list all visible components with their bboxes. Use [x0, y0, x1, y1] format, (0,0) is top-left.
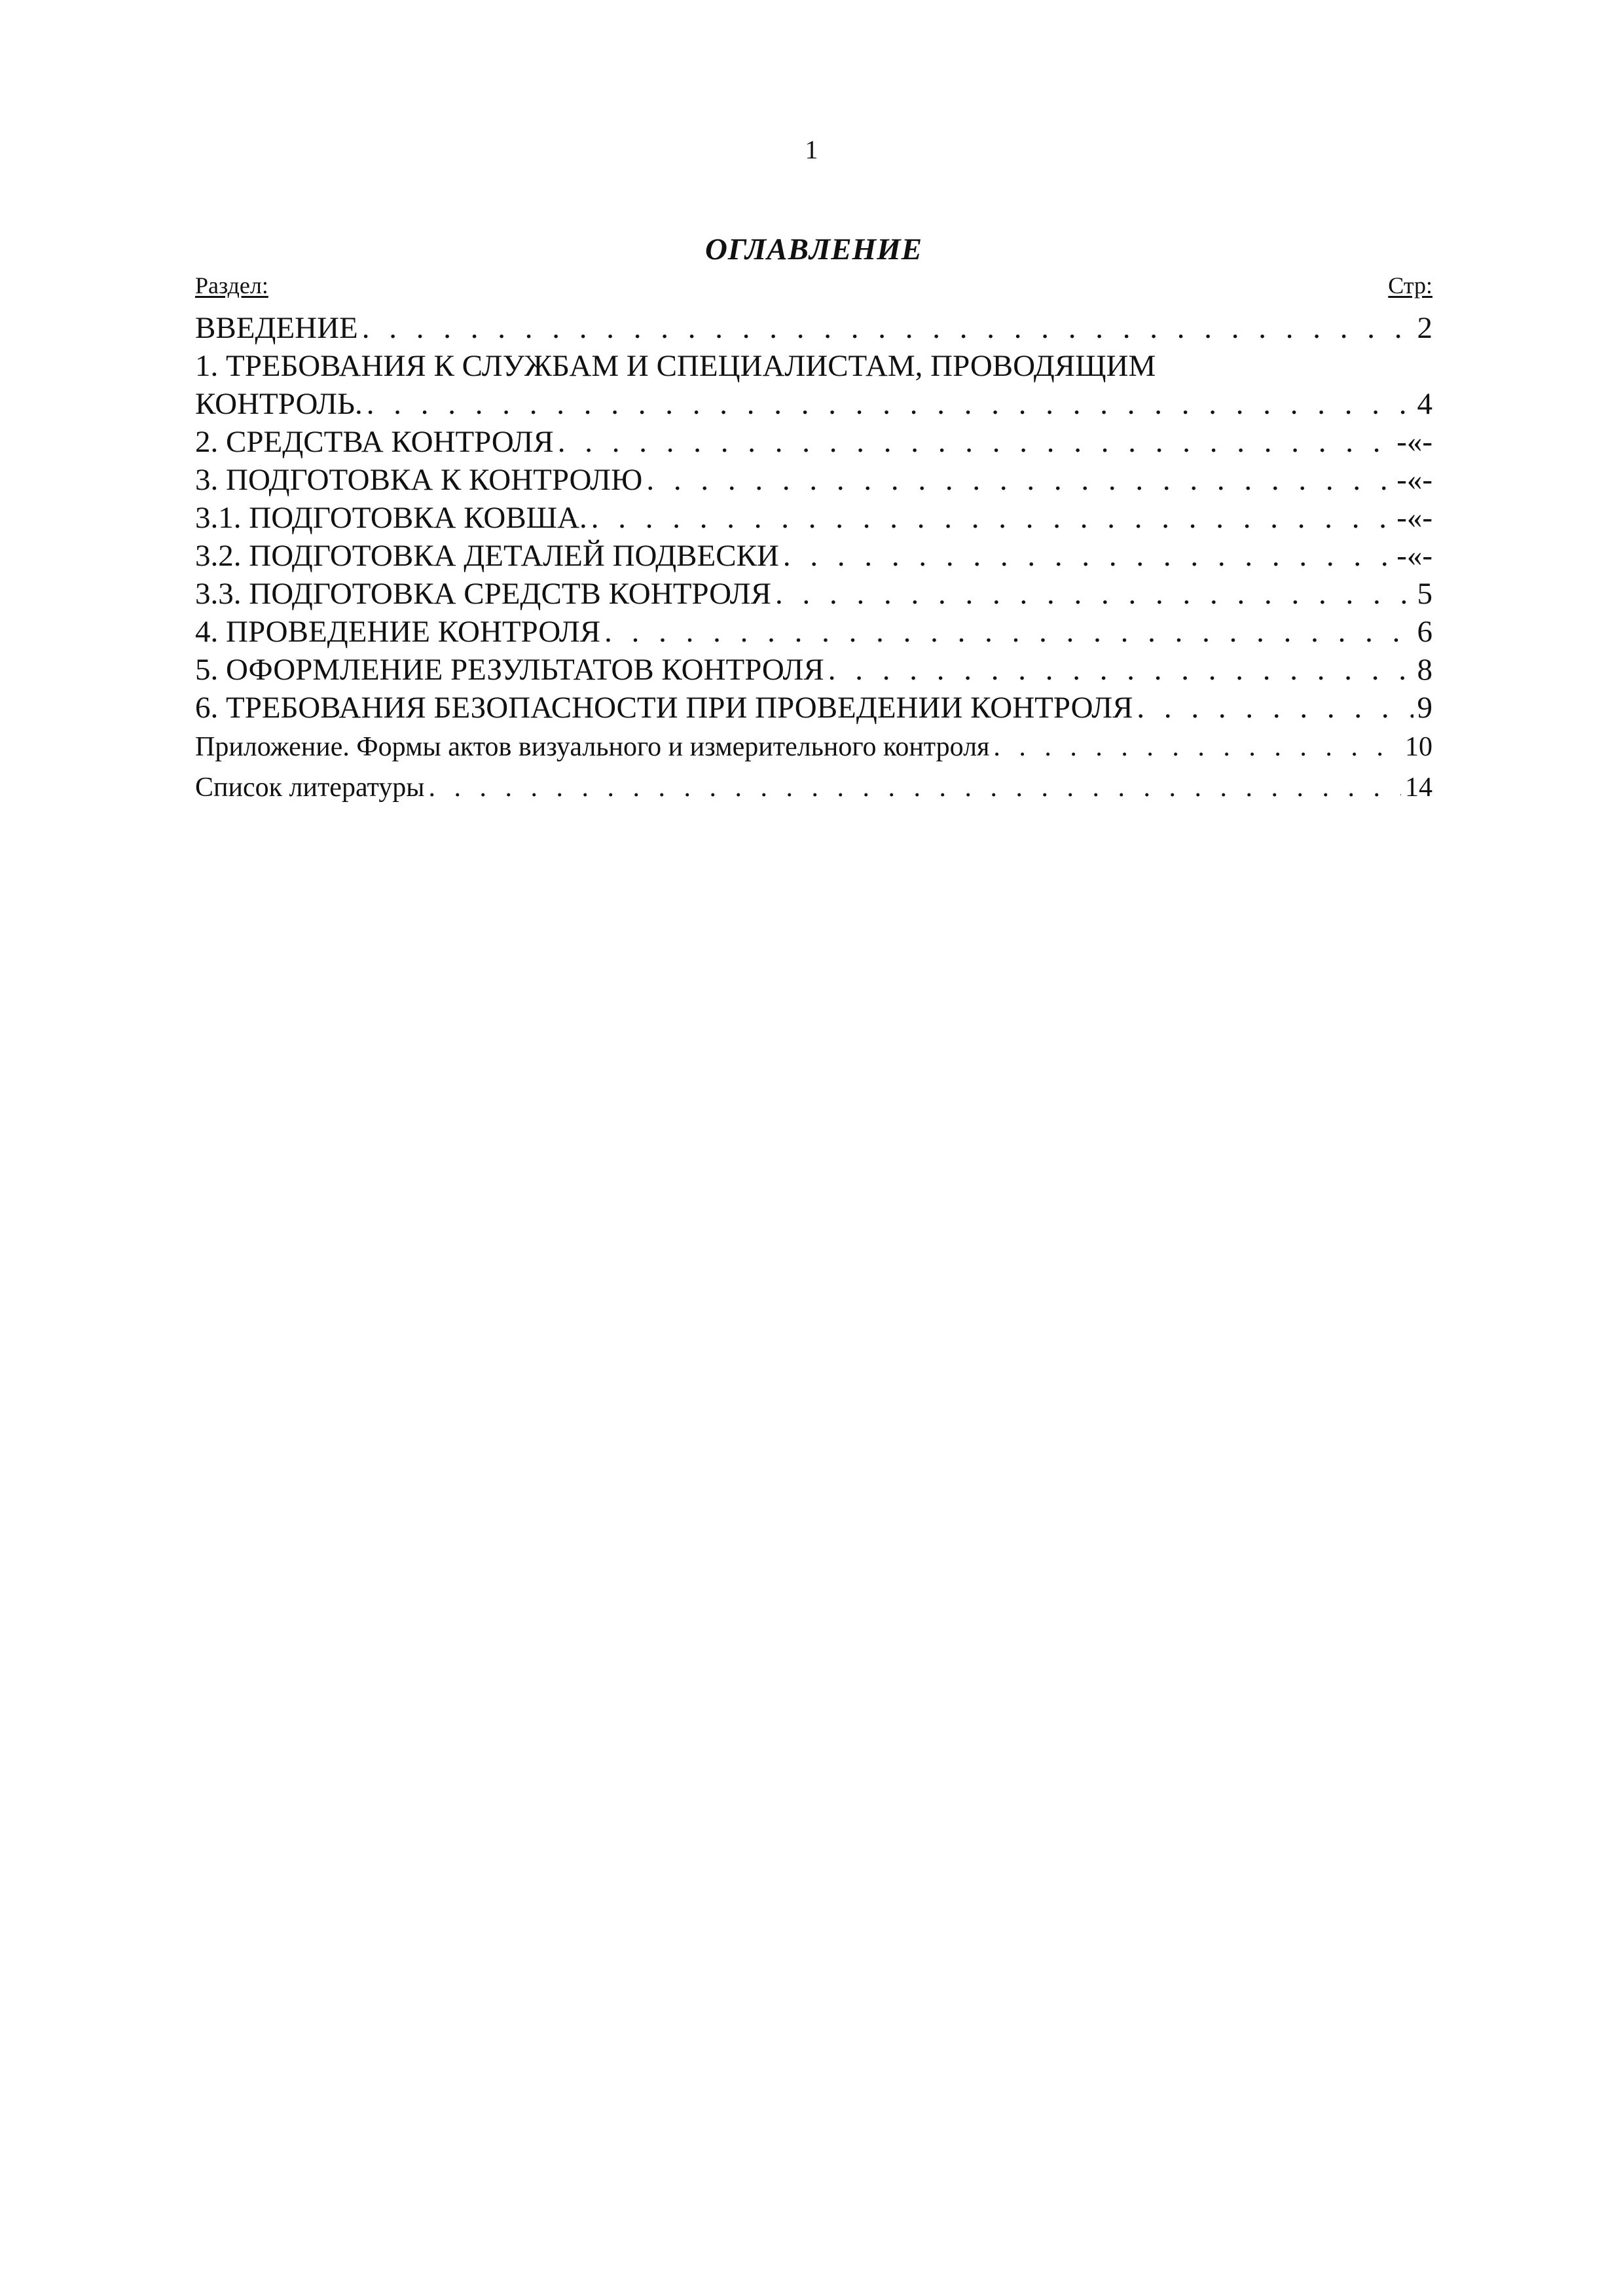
toc-entry-page: 9: [1417, 691, 1432, 725]
toc-entry-title: 3. ПОДГОТОВКА К КОНТРОЛЮ: [195, 463, 643, 497]
toc-entry-preparation: [195, 461, 1432, 499]
toc-entry-appendix: [195, 727, 1432, 767]
toc-entry-page: 14: [1405, 773, 1432, 803]
dot-leader: [828, 651, 1413, 689]
toc-entry-title: 5. ОФОРМЛЕНИЕ РЕЗУЛЬТАТОВ КОНТРОЛЯ: [195, 653, 824, 687]
toc-entry-title: 3.1. ПОДГОТОВКА КОВША.: [195, 501, 587, 535]
toc-entry-title: 6. ТРЕБОВАНИЯ БЕЗОПАСНОСТИ ПРИ ПРОВЕДЕНИИ КОНТРОЛЯ: [195, 691, 1133, 725]
toc-entry-conducting-control: [195, 613, 1432, 651]
dot-leader: [775, 575, 1413, 613]
toc-entry-page: 8: [1417, 653, 1432, 687]
toc-title: ОГЛАВЛЕНИЕ: [704, 232, 923, 266]
dot-leader: [367, 385, 1413, 423]
toc-entry-title: Список литературы: [195, 773, 425, 803]
toc-entry-requirements-personnel: [195, 347, 1432, 423]
dot-leader: [993, 727, 1401, 767]
dot-leader: [429, 767, 1401, 808]
page-column-header: Стр:: [1388, 272, 1432, 299]
dot-leader: [604, 613, 1413, 651]
dot-leader: [558, 423, 1393, 461]
toc-entry-page: 10: [1405, 732, 1432, 762]
toc-entry-control-means-preparation: [195, 575, 1432, 613]
dot-leader: [783, 537, 1393, 575]
toc-entry-control-means: [195, 423, 1432, 461]
table-of-contents: [195, 229, 1432, 808]
toc-entry-suspension-parts: [195, 537, 1432, 575]
dot-leader: [362, 309, 1413, 347]
dot-leader: [1137, 689, 1413, 727]
dot-leader: [646, 461, 1393, 499]
toc-entry-page: 6: [1417, 615, 1432, 649]
page-number: 1: [805, 135, 818, 164]
toc-entry-title: 3.3. ПОДГОТОВКА СРЕДСТВ КОНТРОЛЯ: [195, 577, 771, 611]
toc-list: [195, 309, 1432, 808]
toc-entry-title: ВВЕДЕНИЕ: [195, 311, 358, 345]
toc-entry-page: -«-: [1396, 463, 1432, 497]
section-column-header: Раздел:: [195, 272, 268, 299]
toc-entry-title: Приложение. Формы актов визуального и измерительного контроля: [195, 732, 990, 762]
toc-entry-results: [195, 651, 1432, 689]
toc-entry-bucket-preparation: [195, 499, 1432, 537]
toc-entry-page: 2: [1417, 311, 1432, 345]
toc-entry-safety: [195, 689, 1432, 727]
toc-entry-page: -«-: [1396, 539, 1432, 573]
toc-entry-title: 4. ПРОВЕДЕНИЕ КОНТРОЛЯ: [195, 615, 601, 649]
toc-entry-title-line1: 1. ТРЕБОВАНИЯ К СЛУЖБАМ И СПЕЦИАЛИСТАМ, ПРОВОДЯЩИМ: [195, 349, 1156, 383]
toc-entry-page: 5: [1417, 577, 1432, 611]
toc-entry-title: 3.2. ПОДГОТОВКА ДЕТАЛЕЙ ПОДВЕСКИ: [195, 539, 779, 573]
dot-leader: [591, 499, 1393, 537]
toc-entry-page: -«-: [1396, 425, 1432, 459]
toc-entry-title: 2. СРЕДСТВА КОНТРОЛЯ: [195, 425, 554, 459]
toc-entry-references: [195, 767, 1432, 808]
toc-header-row: [195, 271, 1432, 300]
toc-entry-page: -«-: [1396, 501, 1432, 535]
toc-entry-introduction: [195, 309, 1432, 347]
toc-entry-title-line2: КОНТРОЛЬ.: [195, 387, 363, 421]
toc-entry-page: 4: [1417, 387, 1432, 421]
